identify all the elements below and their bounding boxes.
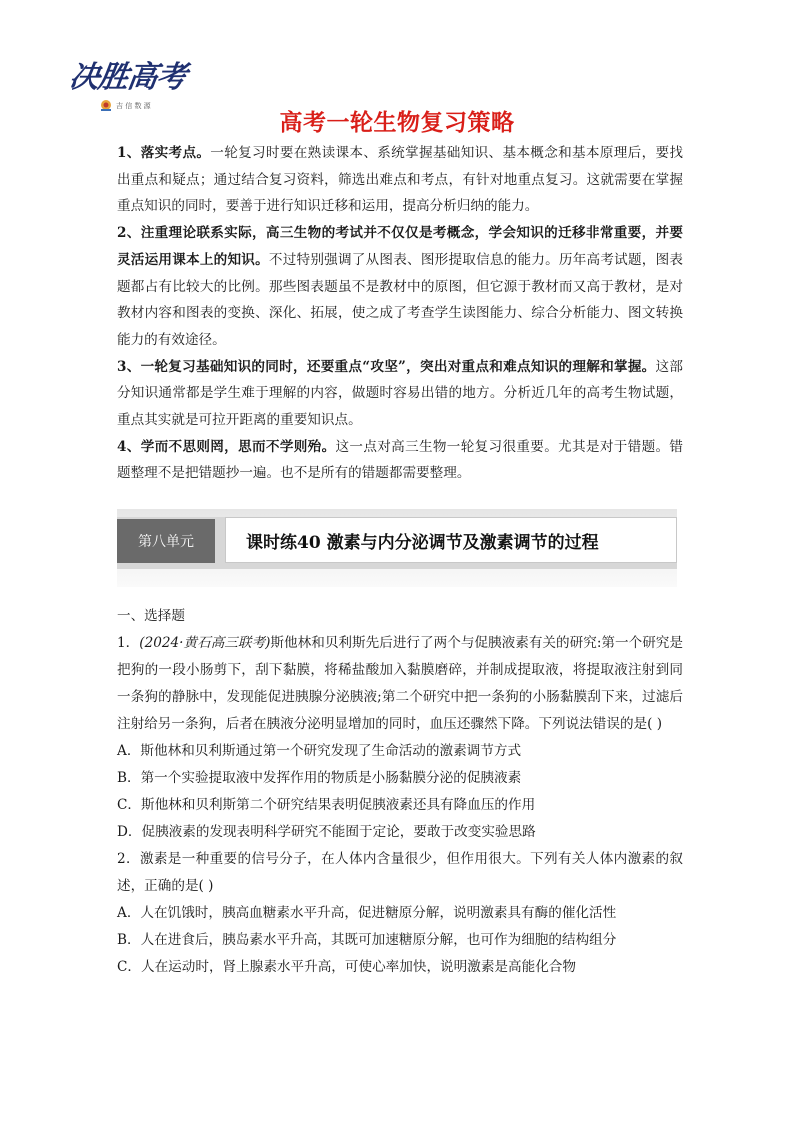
option-item: C．斯他林和贝利斯第二个研究结果表明促胰液素还具有降血压的作用: [117, 797, 536, 813]
page-title: 高考一轮生物复习策略: [279, 110, 515, 136]
question-number: 1．: [117, 635, 140, 651]
strategy-bold: 一轮复习基础知识的同时，还要重点“攻坚”，突出对重点和难点知识的理解和掌握。: [140, 358, 656, 375]
strategy-num: 3、: [117, 358, 141, 375]
logo-text: 决胜高考: [67, 60, 188, 95]
logo-subtext: 吉 信 数 源: [116, 102, 151, 110]
question-text: 斯他林和贝利斯先后进行了两个与促胰液素有关的研究:第一个研究是把狗的一段小肠剪下，刮下黏膜，将稀盐酸加入黏膜磨碎，并制成提取液，将提取液注射到同一条狗的静脉中，发现能促进胰腺分泌胰液;第二个研究中把一条狗的小肠黏膜刮下来，过滤后注射给另一条狗，后者在胰液分泌明显增加的同时，血压还骤然下降。下列说法错误的是( ): [117, 635, 684, 732]
strategy-text: 不过特别强调了从图表、图形提取信息的能力。历年高考试题，图表题都占有比较大的比例。那些图表题虽不是教材中的原图，但它源于教材而又高于教材，是对教材内容和图表的变换、深化、拓展，使之成了考查学生读图能力、综合分析能力、图文转换能力的有效途径。: [117, 251, 684, 348]
strategy-item: [117, 220, 683, 354]
strategy-bold: 落实考点。: [140, 145, 211, 161]
question-stem: [117, 846, 683, 900]
question-stem: [117, 630, 683, 738]
strategy-text: 这部分知识通常都是学生难于理解的内容，做题时容易出错的地方。分析近几年的高考生物试题，重点其实就是可拉开距离的重要知识点。: [117, 358, 683, 429]
strategy-section: [117, 140, 683, 487]
strategy-item: [117, 354, 683, 434]
strategy-num: 2、: [117, 225, 141, 242]
strategy-item: [117, 434, 683, 487]
question-number: 2．: [117, 851, 140, 867]
option-item: B．第一个实验提取液中发挥作用的物质是小肠黏膜分泌的促胰液素: [117, 770, 522, 786]
strategy-num: 4、: [117, 438, 141, 455]
option-item: B．人在进食后，胰岛素水平升高，其既可加速糖原分解，也可作为细胞的结构组分: [117, 932, 617, 948]
strategy-bold: 学而不思则罔，思而不学则殆。: [140, 438, 336, 455]
option-item: D．促胰液素的发现表明科学研究不能囿于定论，要敢于改变实验思路: [117, 824, 536, 840]
option-item: A．斯他林和贝利斯通过第一个研究发现了生命活动的激素调节方式: [117, 743, 522, 759]
option-item: A．人在饥饿时，胰高血糖素水平升高，促进糖原分解，说明激素具有酶的催化活性: [117, 905, 617, 921]
strategy-item: [117, 140, 683, 220]
strategy-text: 一轮复习时要在熟读课本、系统掌握基础知识、基本概念和基本原理后，要找出重点和疑点；通过结合复习资料，筛选出难点和考点，有针对地重点复习。这就需要在掌握重点知识的同时，要善于进行知识迁移和运用，提高分析归纳的能力。: [117, 145, 684, 215]
strategy-text: 这一点对高三生物一轮复习很重要。尤其是对于错题。错题整理不是把错题抄一遍。也不是所有的错题都需要整理。: [117, 438, 684, 482]
option-item: C．人在运动时，肾上腺素水平升高，可使心率加快，说明激素是高能化合物: [117, 959, 576, 975]
strategy-num: 1、: [117, 145, 141, 161]
question-section: [117, 603, 683, 981]
unit-label: 第八单元: [117, 519, 215, 563]
lesson-banner: [117, 509, 677, 587]
question-source: (2024·黄石高三联考): [139, 635, 271, 651]
section-heading: 一、选择题: [117, 608, 185, 624]
question-text: 激素是一种重要的信号分子，在人体内含量很少，但作用很大。下列有关人体内激素的叙述，正确的是( ): [117, 851, 684, 894]
strategy-bold: 注重理论联系实际，高三生物的考试并不仅仅是考概念，学会知识的迁移非常重要，并要灵活运用课本上的知识。: [117, 225, 683, 268]
lesson-title: 课时练40 激素与内分泌调节及激素调节的过程: [225, 517, 677, 563]
